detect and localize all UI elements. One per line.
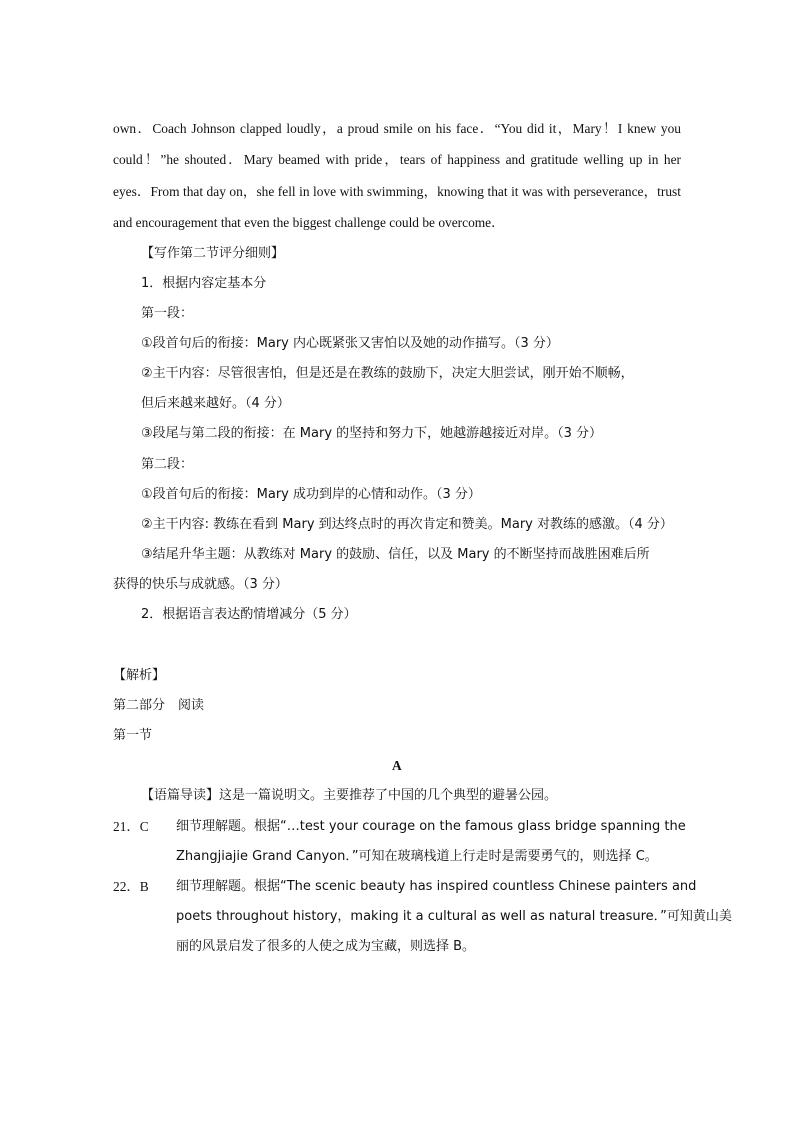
rubric-para2-b: ②主干内容: 教练在看到 Mary 到达终点时的再次肯定和赞美。Mary 对教练的感激。（4 分） [141,517,673,532]
rubric-para2-c-line2: 获得的快乐与成就感。（3 分） [113,577,288,592]
rubric-item-2: 2．根据语言表达酌情增减分（5 分） [141,607,357,622]
answer-22-line1: 细节理解题。根据“The scenic beauty has inspired countless Chinese painters and [176,879,697,894]
analysis-section: 第一节 [113,728,153,743]
answer-22-number: 22．B [113,879,149,894]
passage-intro: 【语篇导读】这是一篇说明文。主要推荐了中国的几个典型的避暑公园。 [141,788,558,803]
rubric-para2-c-line1: ③结尾升华主题：从教练对 Mary 的鼓励、信任，以及 Mary 的不断坚持而战胜困难后所 [141,547,650,562]
analysis-heading: 【解析】 [113,668,166,683]
rubric-item-1: 1．根据内容定基本分 [141,276,267,291]
story-line-1: own．Coach Johnson clapped loudly，a proud smile on his face．“You did it，Mary！I knew you [113,121,681,136]
rubric-para1-b-line2: 但后来越来越好。（4 分） [141,396,290,411]
story-line-2: could！”he shouted．Mary beamed with pride，tears of happiness and gratitude welling up in her [113,152,681,167]
answer-21-line1: 细节理解题。根据“…test your courage on the famous glass bridge spanning the [176,819,686,834]
rubric-para2-a: ①段首句后的衔接：Mary 成功到岸的心情和动作。（3 分） [141,487,481,502]
analysis-part: 第二部分 阅读 [113,698,205,713]
story-line-3: eyes．From that day on，she fell in love with swimming，knowing that it was with perseverance，trust [113,184,681,199]
answer-22-line3: 丽的风景启发了很多的人使之成为宝藏，则选择 B。 [176,939,476,954]
answer-21-line2: Zhangjiajie Grand Canyon．”可知在玻璃栈道上行走时是需要勇气的，则选择 C。 [176,849,658,864]
answer-21-number: 21．C [113,819,149,834]
rubric-para1-c: ③段尾与第二段的衔接：在 Mary 的坚持和努力下，她越游越接近对岸。（3 分） [141,426,603,441]
rubric-para1-a: ①段首句后的衔接：Mary 内心既紧张又害怕以及她的动作描写。（3 分） [141,336,559,351]
rubric-heading: 【写作第二节评分细则】 [141,246,285,261]
rubric-para1-b-line1: ②主干内容：尽管很害怕，但是还是在教练的鼓励下，决定大胆尝试，刚开始不顺畅， [141,366,634,381]
passage-letter: A [392,758,402,773]
rubric-para2-label: 第二段： [141,457,194,472]
answer-22-line2: poets throughout history，making it a cultural as well as natural treasure．”可知黄山美 [176,909,732,924]
story-line-4: and encouragement that even the biggest challenge could be overcome． [113,215,505,230]
rubric-para1-label: 第一段： [141,306,194,321]
